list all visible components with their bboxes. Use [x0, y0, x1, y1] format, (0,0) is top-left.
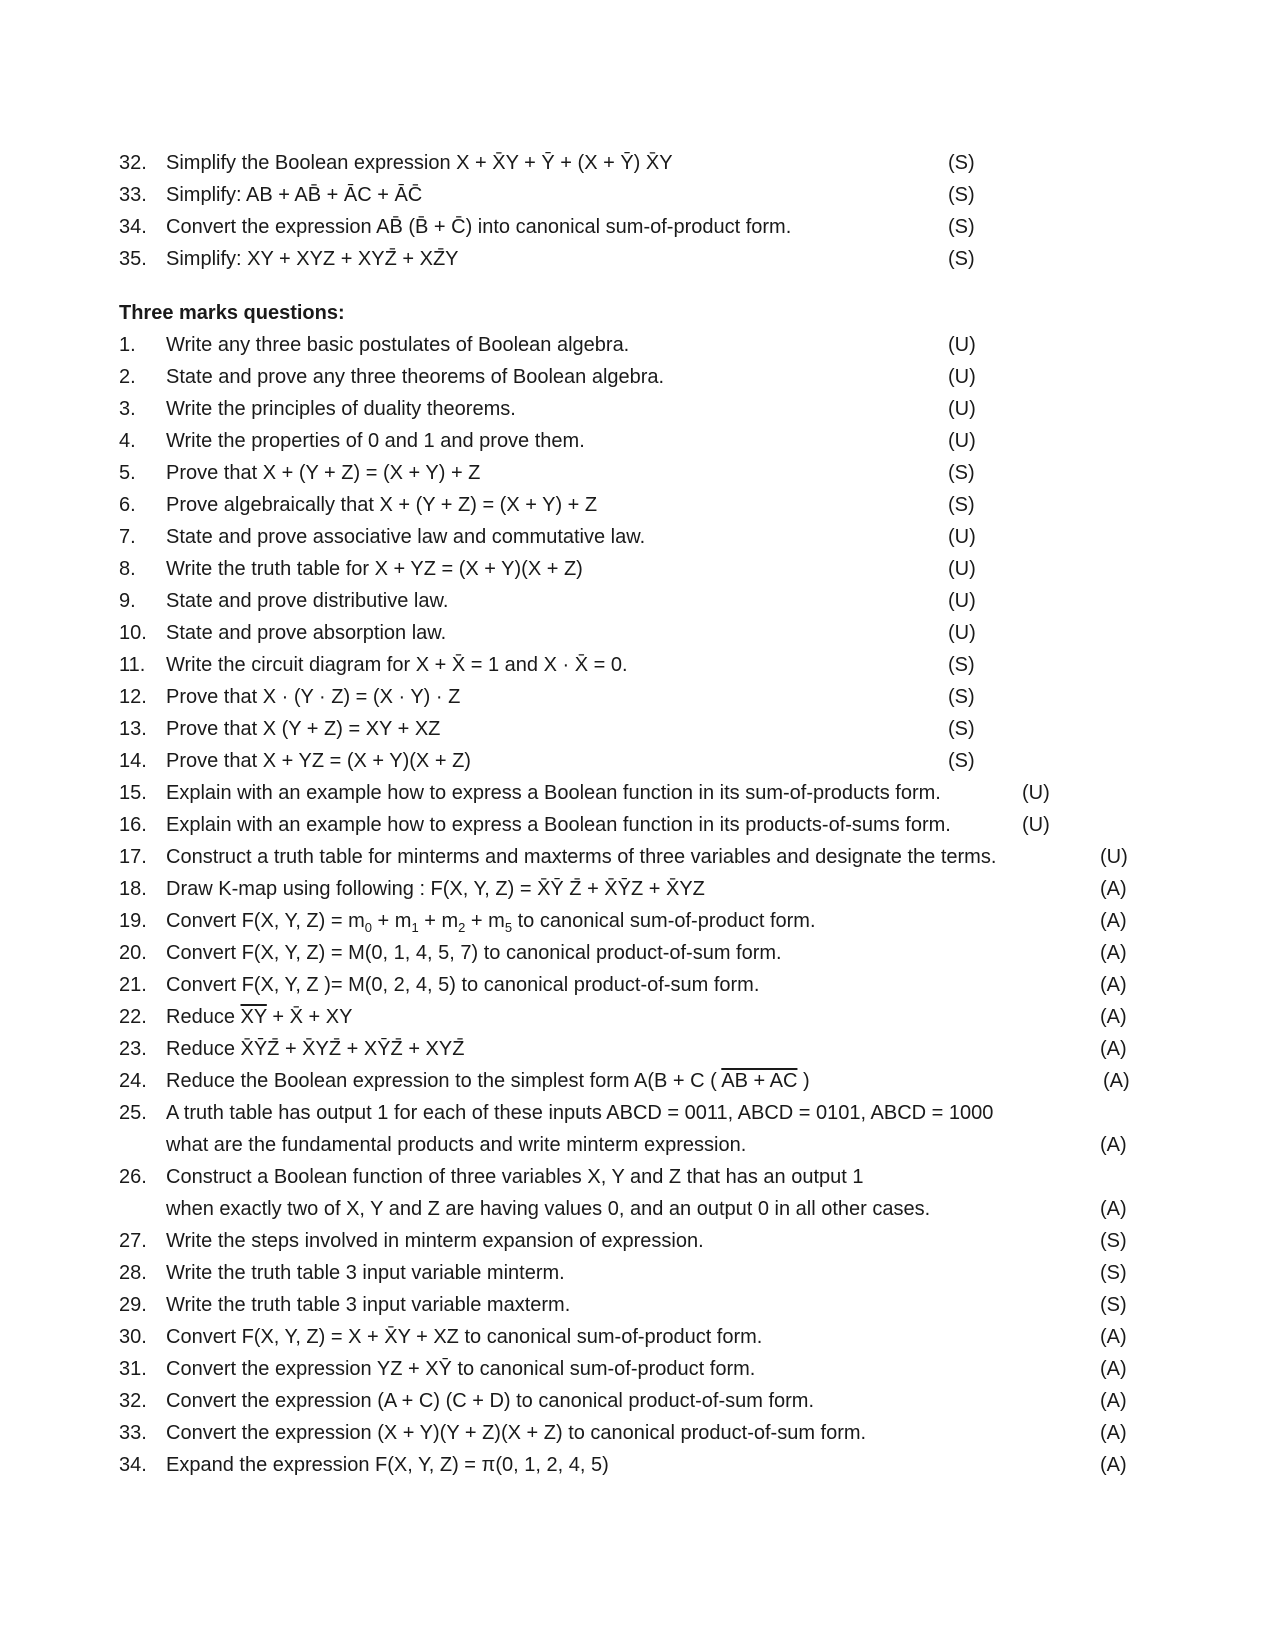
- question-tag: (U): [948, 590, 976, 612]
- question-number: 9.: [119, 590, 136, 612]
- question-row: [0, 1034, 1275, 1064]
- question-text: Convert F(X, Y, $Z) = m_0 + m_1 + m_2 + m_5$ to canonical sum-of-product form.: [166, 910, 816, 935]
- question-tag: (A): [1100, 1358, 1127, 1380]
- question-number: 32.: [119, 1390, 147, 1412]
- question-text: Simplify: AB + AB̄ + ĀC + ĀC̄: [166, 184, 423, 206]
- question-number: 20.: [119, 942, 147, 964]
- question-tag: (U): [948, 558, 976, 580]
- question-row: [0, 1162, 1275, 1192]
- question-number: 17.: [119, 846, 147, 868]
- question-row: [0, 522, 1275, 552]
- question-text: Convert the expression YZ + XȲ to canonical sum-of-product form.: [166, 1358, 756, 1380]
- question-row: [0, 970, 1275, 1000]
- question-text: Explain with an example how to express a Boolean function in its sum-of-products form.: [166, 782, 941, 804]
- question-text: Write the circuit diagram for X + X̄ = 1 and X · X̄ = 0.: [166, 654, 628, 676]
- question-number: 13.: [119, 718, 147, 740]
- question-text: Simplify: XY + XYZ + XYZ̄ + XZ̄Y: [166, 248, 459, 270]
- question-text: Write the principles of duality theorems.: [166, 398, 516, 420]
- question-tag: (S): [948, 248, 975, 270]
- question-row: [0, 874, 1275, 904]
- question-number: 7.: [119, 526, 136, 548]
- question-row: [0, 1002, 1275, 1032]
- question-number: 30.: [119, 1326, 147, 1348]
- question-text: Convert the expression (A + C) (C + D) to canonical product-of-sum form.: [166, 1390, 815, 1412]
- question-text: Write the steps involved in minterm expansion of expression.: [166, 1230, 704, 1252]
- question-text: State and prove distributive law.: [166, 590, 449, 612]
- question-text: [166, 1066, 810, 1096]
- question-text-part: to canonical sum-of-product form.: [512, 910, 816, 932]
- question-tag: (U): [948, 526, 976, 548]
- question-tag: (A): [1100, 1006, 1127, 1028]
- question-row-continuation: [0, 1194, 1275, 1224]
- question-number: 5.: [119, 462, 136, 484]
- question-text: Convert F(X, Y, Z) = M(0, 1, 4, 5, 7) to canonical product-of-sum form.: [166, 942, 782, 964]
- question-tag: (S): [948, 750, 975, 772]
- question-tag: (S): [1100, 1262, 1127, 1284]
- subscript: 5: [504, 920, 513, 935]
- question-row: [0, 1418, 1275, 1448]
- question-tag: (A): [1100, 1422, 1127, 1444]
- question-row: [0, 586, 1275, 616]
- question-row: [0, 212, 1275, 242]
- subscript: 1: [411, 920, 419, 935]
- question-number: 11.: [119, 654, 146, 676]
- question-number: 16.: [119, 814, 147, 836]
- question-text: Explain with an example how to express a Boolean function in its products-of-sums form.: [166, 814, 951, 836]
- question-row: [0, 1322, 1275, 1352]
- question-tag: (U): [1022, 814, 1050, 836]
- question-text: Write any three basic postulates of Boolean algebra.: [166, 334, 630, 356]
- question-number: 14.: [119, 750, 147, 772]
- question-row: [0, 938, 1275, 968]
- question-row: [0, 1450, 1275, 1480]
- question-tag: (U): [1022, 782, 1050, 804]
- question-row: [0, 458, 1275, 488]
- question-text: Convert F(X, Y, Z )= M(0, 2, 4, 5) to canonical product-of-sum form.: [166, 974, 760, 996]
- question-row: [0, 1386, 1275, 1416]
- question-tag: (S): [1100, 1294, 1127, 1316]
- question-number: 28.: [119, 1262, 147, 1284]
- question-tag: (A): [1100, 1038, 1127, 1060]
- question-text-part: Convert F(X, Y, Z) = m: [166, 910, 365, 932]
- question-text: what are the fundamental products and write minterm expression.: [166, 1134, 747, 1156]
- question-number: 32.: [119, 152, 147, 174]
- question-text: Reduce X̄ȲZ̄ + X̄YZ̄ + XȲZ̄ + XYZ̄: [166, 1038, 465, 1060]
- question-tag: (U): [948, 622, 976, 644]
- question-number: 18.: [119, 878, 147, 900]
- question-row: [0, 714, 1275, 744]
- question-number: 23.: [119, 1038, 147, 1060]
- question-number: 26.: [119, 1166, 147, 1188]
- question-text: Expand the expression F(X, Y, Z) = π(0, 1, 2, 4, 5): [166, 1454, 609, 1476]
- question-number: 22.: [119, 1006, 147, 1028]
- question-text: when exactly two of X, Y and Z are having values 0, and an output 0 in all other cases.: [166, 1198, 931, 1220]
- question-tag: (A): [1100, 1326, 1127, 1348]
- question-row: [0, 906, 1275, 936]
- question-number: 12.: [119, 686, 147, 708]
- question-tag: (S): [948, 686, 975, 708]
- question-text: State and prove absorption law.: [166, 622, 447, 644]
- question-text: Convert the expression AB̄ (B̄ + C̄) into canonical sum-of-product form.: [166, 216, 792, 238]
- question-text: State and prove associative law and commutative law.: [166, 526, 646, 548]
- question-row: [0, 778, 1275, 808]
- question-number: 31.: [119, 1358, 147, 1380]
- question-number: 24.: [119, 1070, 147, 1092]
- question-text: Convert the expression (X + Y)(Y + Z)(X + Z) to canonical product-of-sum form.: [166, 1422, 867, 1444]
- question-text: State and prove any three theorems of Boolean algebra.: [166, 366, 665, 388]
- question-tag: (U): [948, 430, 976, 452]
- question-row: [0, 746, 1275, 776]
- overlined-term: AB + AC: [721, 1070, 798, 1092]
- question-row: [0, 1066, 1275, 1096]
- question-row: [0, 842, 1275, 872]
- question-text: Write the truth table 3 input variable minterm.: [166, 1262, 565, 1284]
- section-heading: Three marks questions:: [119, 302, 345, 324]
- question-row: [0, 682, 1275, 712]
- question-tag: (A): [1100, 910, 1127, 932]
- question-tag: (A): [1100, 1134, 1127, 1156]
- question-number: 33.: [119, 184, 147, 206]
- question-text: Construct a Boolean function of three variables X, Y and Z that has an output 1: [166, 1166, 864, 1188]
- question-row: [0, 1354, 1275, 1384]
- question-row: [0, 244, 1275, 274]
- question-tag: (A): [1100, 1454, 1127, 1476]
- question-number: 8.: [119, 558, 136, 580]
- question-tag: (U): [948, 398, 976, 420]
- question-number: 3.: [119, 398, 136, 420]
- question-tag: (S): [948, 184, 975, 206]
- question-tag: (U): [1100, 846, 1128, 868]
- question-tag: (S): [948, 462, 975, 484]
- question-text: Write the properties of 0 and 1 and prove them.: [166, 430, 585, 452]
- question-tag: (A): [1100, 942, 1127, 964]
- question-tag: (A): [1100, 1390, 1127, 1412]
- question-tag: (U): [948, 366, 976, 388]
- question-text: A truth table has output 1 for each of these inputs ABCD = 0011, ABCD = 0101, ABCD = 1000: [166, 1102, 994, 1124]
- question-row: [0, 1098, 1275, 1128]
- question-tag: (S): [948, 152, 975, 174]
- question-tag: (A): [1100, 1198, 1127, 1220]
- question-number: 15.: [119, 782, 147, 804]
- question-tag: (S): [948, 654, 975, 676]
- question-row: [0, 1290, 1275, 1320]
- question-number: 2.: [119, 366, 136, 388]
- question-number: 25.: [119, 1102, 147, 1124]
- question-number: 10.: [119, 622, 147, 644]
- question-row: [0, 426, 1275, 456]
- question-text-part: Reduce the Boolean expression to the simplest form A(B + C (: [166, 1070, 722, 1092]
- question-text: Simplify the Boolean expression X + X̄Y + Ȳ + (X + Ȳ) X̄Y: [166, 152, 673, 174]
- question-text-part: + X̄ + XY: [266, 1006, 353, 1028]
- question-text: Prove that X · (Y · Z) = (X · Y) · Z: [166, 686, 461, 708]
- subscript: 2: [458, 920, 466, 935]
- question-text-part: Reduce: [166, 1006, 241, 1028]
- question-text: Prove algebraically that X + (Y + Z) = (X + Y) + Z: [166, 494, 598, 516]
- question-text: Write the truth table 3 input variable maxterm.: [166, 1294, 571, 1316]
- question-row: [0, 554, 1275, 584]
- question-text: [166, 1002, 352, 1032]
- question-text: Draw K-map using following : F(X, Y, Z) = X̄Ȳ Z̄ + X̄ȲZ + X̄YZ: [166, 878, 705, 900]
- question-number: 6.: [119, 494, 136, 516]
- question-text: Write the truth table for X + YZ = (X + Y)(X + Z): [166, 558, 583, 580]
- question-text-part: ): [797, 1070, 810, 1092]
- question-row: [0, 330, 1275, 360]
- question-row: [0, 618, 1275, 648]
- question-number: 35.: [119, 248, 147, 270]
- question-number: 21.: [119, 974, 147, 996]
- question-tag: (A): [1100, 974, 1127, 996]
- subscript: 0: [364, 920, 372, 935]
- question-text: Convert F(X, Y, Z) = X + X̄Y + XZ to canonical sum-of-product form.: [166, 1326, 763, 1348]
- question-number: 4.: [119, 430, 136, 452]
- question-row-continuation: [0, 1130, 1275, 1160]
- question-tag: (A): [1100, 878, 1127, 900]
- question-row: [0, 1258, 1275, 1288]
- question-row: [0, 148, 1275, 178]
- question-tag: (S): [948, 718, 975, 740]
- question-row: [0, 1226, 1275, 1256]
- question-row: [0, 650, 1275, 680]
- question-row: [0, 394, 1275, 424]
- question-text: Prove that X (Y + Z) = XY + XZ: [166, 718, 441, 740]
- question-number: 19.: [119, 910, 147, 932]
- question-tag: (S): [948, 216, 975, 238]
- question-tag: (U): [948, 334, 976, 356]
- question-row: [0, 180, 1275, 210]
- question-row: [0, 490, 1275, 520]
- question-text: Construct a truth table for minterms and maxterms of three variables and designate the terms.: [166, 846, 997, 868]
- question-number: 1.: [119, 334, 136, 356]
- question-row: [0, 362, 1275, 392]
- question-text: Prove that X + YZ = (X + Y)(X + Z): [166, 750, 471, 772]
- question-number: 34.: [119, 1454, 147, 1476]
- question-number: 29.: [119, 1294, 147, 1316]
- question-number: 27.: [119, 1230, 147, 1252]
- question-number: 33.: [119, 1422, 147, 1444]
- overlined-term: $\overline{XY}$: [240, 1006, 267, 1028]
- question-number: 34.: [119, 216, 147, 238]
- question-row: [0, 810, 1275, 840]
- question-tag: (A): [1103, 1070, 1130, 1092]
- question-tag: (S): [948, 494, 975, 516]
- question-text: Prove that X + (Y + Z) = (X + Y) + Z: [166, 462, 481, 484]
- question-tag: (S): [1100, 1230, 1127, 1252]
